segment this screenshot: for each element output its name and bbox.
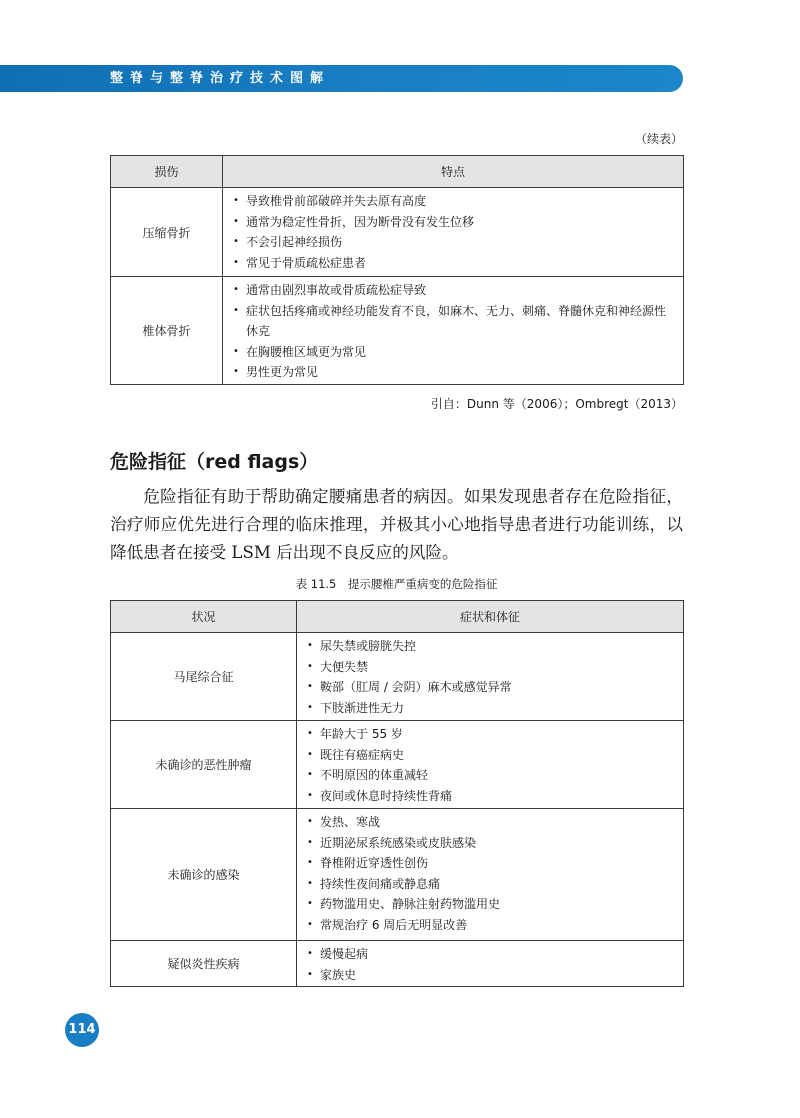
- list-item: • 年龄大于 55 岁: [307, 724, 673, 745]
- row-label: 椎体骨折: [111, 277, 223, 385]
- column-header: 状况: [111, 601, 297, 633]
- list-item: • 常规治疗 6 周后无明显改善: [307, 915, 673, 936]
- list-item: • 症状包括疼痛或神经功能发育不良，如麻木、无力、刺痛、脊髓休克和神经源性休克: [233, 301, 673, 342]
- list-item: • 下肢渐进性无力: [307, 698, 673, 719]
- row-label: 压缩骨折: [111, 188, 223, 277]
- column-header: 症状和体征: [297, 601, 684, 633]
- table-row: [111, 188, 684, 277]
- list-item: • 不会引起神经损伤: [233, 232, 673, 253]
- row-signs: [297, 809, 684, 941]
- list-item: • 发热、寒战: [307, 812, 673, 833]
- list-item: • 既往有癌症病史: [307, 745, 673, 766]
- list-item: • 近期泌尿系统感染或皮肤感染: [307, 833, 673, 854]
- list-item: • 缓慢起病: [307, 944, 673, 965]
- list-item: • 男性更为常见: [233, 362, 673, 383]
- row-label: 疑似炎性疾病: [111, 941, 297, 987]
- book-title: 整脊与整脊治疗技术图解: [110, 71, 331, 86]
- injury-table: [110, 155, 683, 385]
- list-item: • 通常为稳定性骨折，因为断骨没有发生位移: [233, 212, 673, 233]
- table-row: [111, 277, 684, 385]
- row-signs: [297, 721, 684, 809]
- table-row: [111, 941, 684, 987]
- table-row: [111, 633, 684, 721]
- table-header-row: [111, 156, 684, 188]
- continued-label: （续表）: [634, 132, 683, 146]
- row-features: [223, 277, 684, 385]
- body-paragraph: 危险指征有助于帮助确定腰痛患者的病因。如果发现患者存在危险指征，治疗师应优先进行合理的临床推理，并极其小心地指导患者进行功能训练，以降低患者在接受 LSM 后出现不良反应的风险。: [110, 487, 683, 562]
- table-caption: 表 11.5 提示腰椎严重病变的危险指征: [295, 577, 498, 591]
- list-item: • 药物滥用史、静脉注射药物滥用史: [307, 894, 673, 915]
- list-item: • 持续性夜间痛或静息痛: [307, 874, 673, 895]
- table-row: [111, 809, 684, 941]
- row-label: 马尾综合征: [111, 633, 297, 721]
- running-header-bar: [0, 65, 683, 92]
- list-item: • 在胸腰椎区域更为常见: [233, 342, 673, 363]
- column-header: 特点: [223, 156, 684, 188]
- section-heading: 危险指征（red flags）: [110, 451, 319, 473]
- row-features: [223, 188, 684, 277]
- list-item: • 鞍部（肛周 / 会阴）麻木或感觉异常: [307, 677, 673, 698]
- list-item: • 夜间或休息时持续性背痛: [307, 786, 673, 807]
- row-label: 未确诊的感染: [111, 809, 297, 941]
- row-signs: [297, 633, 684, 721]
- list-item: • 脊椎附近穿透性创伤: [307, 853, 673, 874]
- list-item: • 大便失禁: [307, 657, 673, 678]
- red-flags-table: [110, 600, 683, 987]
- list-item: • 尿失禁或膀胱失控: [307, 636, 673, 657]
- table-header-row: [111, 601, 684, 633]
- page-number-badge: 114: [65, 1013, 99, 1047]
- row-label: 未确诊的恶性肿瘤: [111, 721, 297, 809]
- column-header: 损伤: [111, 156, 223, 188]
- table-row: [111, 721, 684, 809]
- citation: 引自：Dunn 等（2006）；Ombregt（2013）: [430, 397, 683, 411]
- list-item: • 通常由剧烈事故或骨质疏松症导致: [233, 280, 673, 301]
- row-signs: [297, 941, 684, 987]
- list-item: • 家族史: [307, 965, 673, 986]
- list-item: • 导致椎骨前部破碎并失去原有高度: [233, 191, 673, 212]
- list-item: • 常见于骨质疏松症患者: [233, 253, 673, 274]
- list-item: • 不明原因的体重减轻: [307, 765, 673, 786]
